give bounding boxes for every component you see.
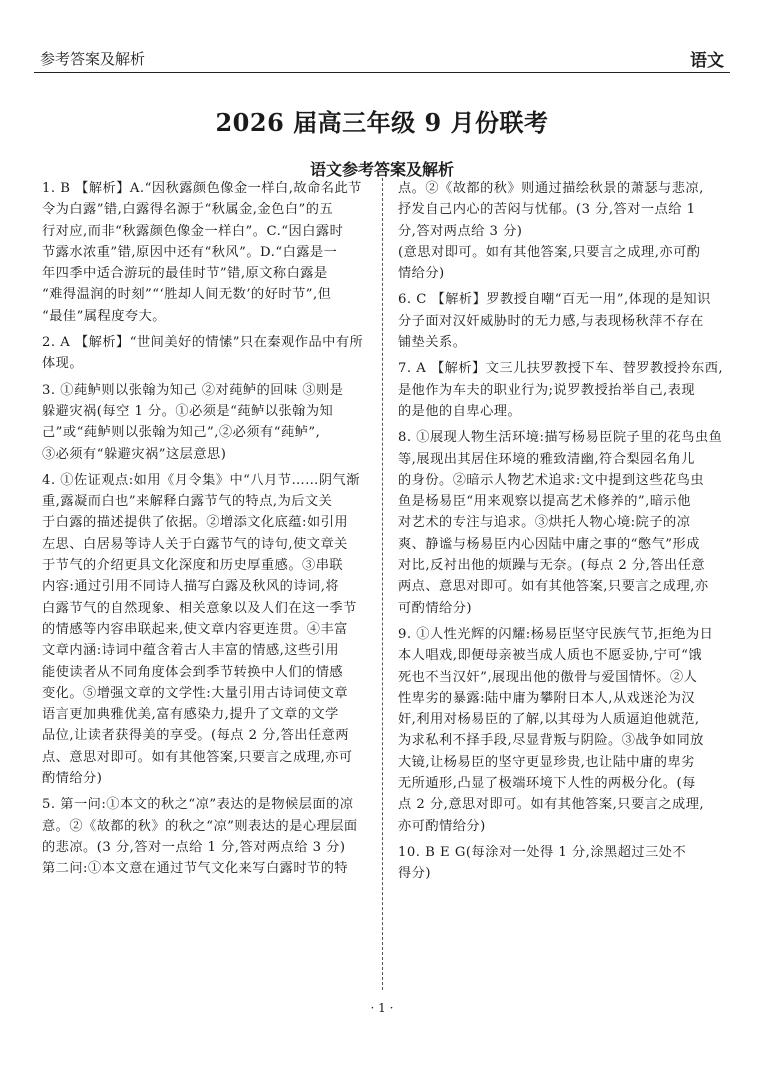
answer-line: 3. ①莼鲈则以张翰为知己 ②对莼鲈的回味 ③则是 <box>42 382 344 398</box>
answer-line: 爽、静谧与杨易臣内心因陆中庸之事的“憋气”形成 <box>398 536 700 552</box>
answer-line: 点 2 分,意思对即可。如有其他答案,只要言之成理, <box>398 797 705 813</box>
answer-line: 得分) <box>398 866 432 882</box>
answer-line: 的是他的自卑心理。 <box>398 403 522 419</box>
answer-line: 是他作为车夫的职业行为;说罗教授抬举自己,表现 <box>398 382 696 398</box>
answer-line: 无所遁形,凸显了极端环境下人性的两极分化。(每 <box>398 776 696 792</box>
answer-item <box>398 427 732 619</box>
answer-line: 点。②《故都的秋》则通过描绘秋景的萧瑟与悲凉, <box>398 181 704 196</box>
page-subtitle: 语文参考答案及解析 <box>309 160 454 179</box>
answer-line: 等,展现出其居住环境的雅致清幽,符合梨园名角儿 <box>398 451 695 467</box>
answer-line: 10. B E G(每涂对一处得 1 分,涂黑超过三处不 <box>398 844 687 860</box>
answer-line: 可酌情给分) <box>398 600 473 616</box>
answer-line: 铺垫关系。 <box>398 335 467 351</box>
answer-item <box>42 470 378 789</box>
answer-line: 2. A 【解析】“世间美好的情愫”只在秦观作品中有所 <box>42 335 364 351</box>
answer-line: 点、意思对即可。如有其他答案,只要言之成理,亦可 <box>42 749 353 765</box>
page-header <box>34 0 730 74</box>
answer-item <box>398 358 732 422</box>
answer-line: “最佳”属程度夸大。 <box>42 308 166 324</box>
answer-line: 意。②《故都的秋》的秋之“凉”则表达的是心理层面 <box>42 818 358 834</box>
answer-line: 酌情给分) <box>42 771 103 787</box>
answer-line: 重,露凝而白也”来解释白露节气的特点,为后文关 <box>42 494 333 510</box>
answer-line: 行对应,而非“秋露颜色像金一样白”。C.“因白露时 <box>42 223 344 239</box>
answer-line: 于节气的介绍更具文化深度和历史厚重感。③串联 <box>42 558 344 574</box>
answer-line: 9. ①人性光辉的闪耀:杨易臣坚守民族气节,拒绝为日 <box>398 626 714 642</box>
answer-line: 令为白露”错,白露得名源于“秋属金,金色白”的五 <box>42 202 334 218</box>
page-number: · 1 · <box>370 1001 394 1015</box>
answer-line: 白露节气的自然现象、相关意象以及人们在这一季节 <box>42 600 357 616</box>
answer-line: 体现。 <box>42 356 84 372</box>
answer-item <box>398 624 732 837</box>
answer-item <box>398 842 732 885</box>
answer-line: 躲避灾祸(每空 1 分。①必须是“莼鲈以张翰为知 <box>42 403 334 419</box>
answer-line: 第二问:①本文意在通过节气文化来写白露时节的特 <box>42 861 349 877</box>
answer-line: 两点、意思对即可。如有其他答案,只要言之成理,亦 <box>398 579 709 595</box>
answer-line: 4. ①佐证观点:如用《月令集》中“八月节……阴气渐 <box>42 472 360 488</box>
answer-line: 品位,让读者获得美的享受。(每点 2 分,答出任意两 <box>42 728 350 744</box>
answer-item <box>42 332 378 375</box>
answer-line: 的情感等内容串联起来,使文章内容更连贯。④丰富 <box>42 621 348 637</box>
answer-item <box>398 289 732 353</box>
answer-line: 节露水浓重”错,原因中还有“秋风”。D.“白露是一 <box>42 244 338 260</box>
answer-line: 情给分) <box>398 266 445 282</box>
answer-line: 亦可酌情给分) <box>398 818 486 834</box>
answer-line: 对比,反衬出他的烦躁与无奈。(每点 2 分,答出任意 <box>398 558 706 574</box>
column-divider <box>382 178 383 990</box>
answer-line: 6. C 【解析】罗教授自嘲“百无一用”,体现的是知识 <box>398 292 711 308</box>
answer-line: 文章内涵:诗词中蕴含着古人丰富的情感,这些引用 <box>42 643 340 659</box>
answer-line: “难得温润的时刻”“‘胜却人间无数’的好时节”,但 <box>42 287 332 303</box>
left-column <box>42 178 378 885</box>
header-subject-label: 语文 <box>690 51 724 71</box>
header-left-label: 参考答案及解析 <box>40 50 146 68</box>
answer-line: 对艺术的专注与追求。③烘托人物心境:院子的凉 <box>398 515 691 531</box>
answer-line: (意思对即可。如有其他答案,只要言之成理,亦可酌 <box>398 244 701 260</box>
answer-line: 7. A 【解析】文三儿扶罗教授下车、替罗教授拎东西, <box>398 361 724 377</box>
answer-item <box>398 178 732 284</box>
answer-line: 左思、白居易等诗人关于白露节气的诗句,使文章关 <box>42 536 348 552</box>
answer-line: 5. 第一问:①本文的秋之“凉”表达的是物候层面的凉 <box>42 797 354 813</box>
answer-item <box>42 794 378 879</box>
answer-line: 奸,利用对杨易臣的了解,以其母为人质逼迫他就范, <box>398 712 700 728</box>
answer-line: 语言更加典雅优美,富有感染力,提升了文章的文学 <box>42 707 339 723</box>
answer-line: 内容:通过引用不同诗人描写白露及秋风的诗词,将 <box>42 579 340 595</box>
answer-line: 鱼是杨易臣“用来观察以提高艺术修养的”,暗示他 <box>398 494 691 510</box>
answer-item <box>42 380 378 465</box>
answer-line: 能使读者从不同角度体会到季节转换中人们的情感 <box>42 664 344 680</box>
answer-line: 变化。⑤增强文章的文学性:大量引用古诗词使文章 <box>42 685 349 701</box>
answer-line: 的悲凉。(3 分,答对一点给 1 分,答对两点给 3 分) <box>42 839 346 855</box>
page-title: 2026 届高三年级 9 月份联考 <box>215 108 549 137</box>
answer-line: 的身份。②暗示人物艺术追求:文中提到这些花鸟虫 <box>398 472 705 488</box>
header-rule <box>34 72 730 73</box>
answer-line: 为求私利不择手段,尽显背叛与阴险。③战争如同放 <box>398 733 704 749</box>
answer-line: 抒发自己内心的苦闷与忧郁。(3 分,答对一点给 1 <box>398 202 696 218</box>
answer-line: 分,答对两点给 3 分) <box>398 223 523 239</box>
answer-line: 死也不当汉奸”,展现出他的傲骨与爱国情怀。②人 <box>398 669 698 685</box>
right-column <box>398 178 732 890</box>
answer-line: 年四季中适合游玩的最佳时节”错,原文称白露是 <box>42 266 328 282</box>
answer-item <box>42 178 378 327</box>
answer-line: 于白露的描述提供了依据。②增添文化底蕴:如引用 <box>42 515 349 531</box>
answer-line: 己”或“莼鲈则以张翰为知己”,②必须有“莼鲈”, <box>42 425 321 441</box>
answer-line: 1. B 【解析】A.“因秋露颜色像金一样白,故命名此节 <box>42 181 362 196</box>
answer-line: 大镜,让杨易臣的坚守更显珍贵,也让陆中庸的卑劣 <box>398 754 695 770</box>
answer-line: 8. ①展现人物生活环境:描写杨易臣院子里的花鸟虫鱼 <box>398 430 723 446</box>
answer-line: 性卑劣的暴露:陆中庸为攀附日本人,从戏迷沦为汉 <box>398 690 696 706</box>
answer-line: 分子面对汉奸威胁时的无力感,与表现杨秋萍不存在 <box>398 313 704 329</box>
answer-line: 本人唱戏,即便母亲被当成人质也不愿妥协,宁可“饿 <box>398 648 703 664</box>
answer-line: ③必须有“躲避灾祸”这层意思) <box>42 446 227 462</box>
